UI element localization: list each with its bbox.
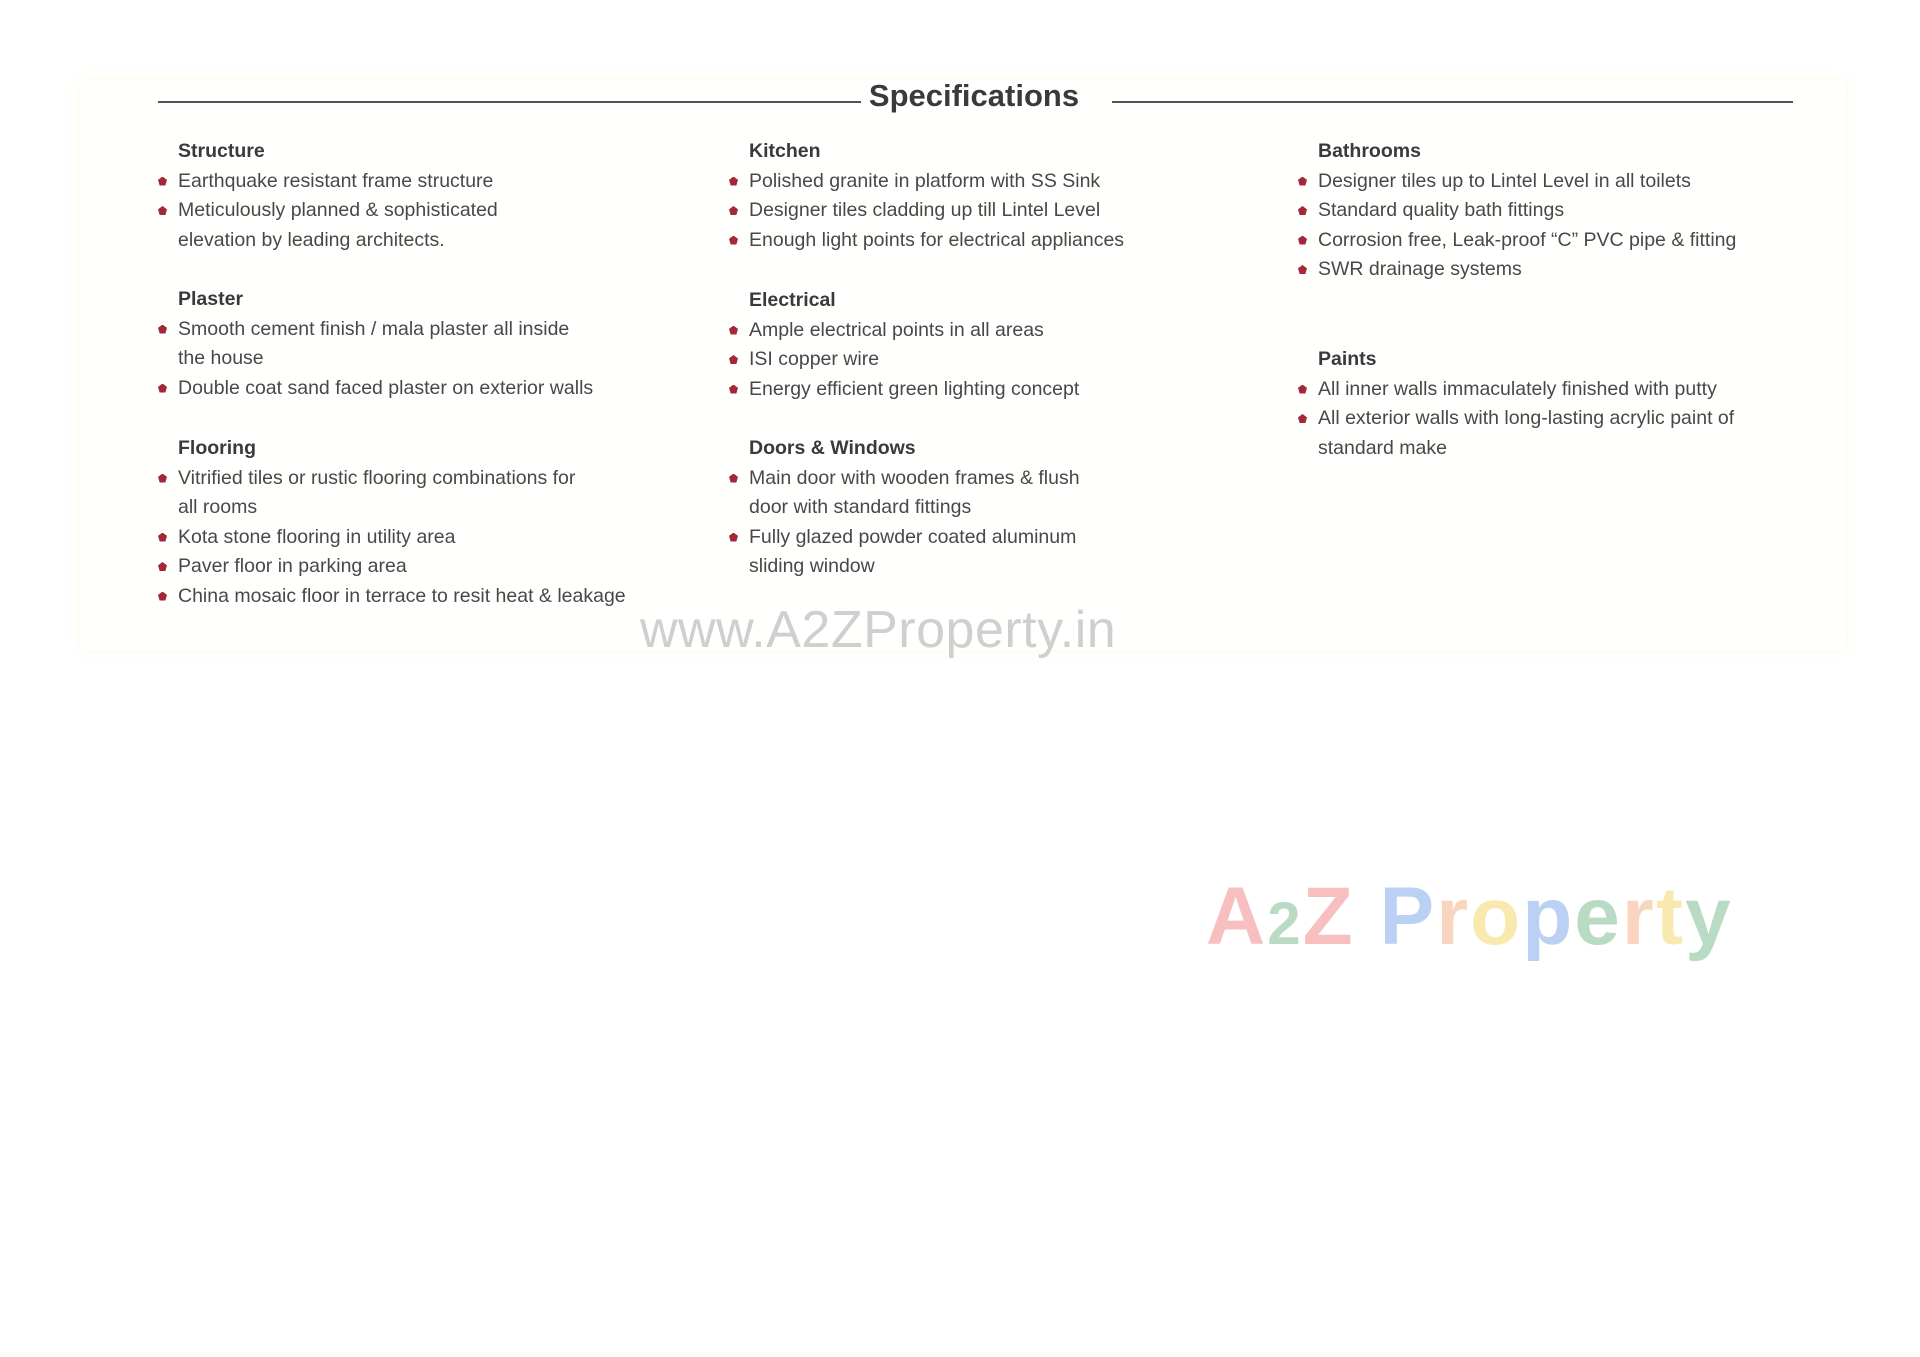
list-item-text: Double coat sand faced plaster on exterior walls [178, 376, 594, 399]
list-item-text: Corrosion free, Leak-proof “C” PVC pipe & fitting [1318, 228, 1737, 251]
list-item-text: Polished granite in platform with SS Sink [749, 169, 1101, 192]
list-item-text: Vitrified tiles or rustic flooring combinations for all rooms [178, 466, 576, 518]
list-item-text: Designer tiles up to Lintel Level in all toilets [1318, 169, 1691, 192]
section-heading: Kitchen [749, 140, 821, 162]
list-item [733, 226, 1293, 256]
list-item [1302, 226, 1862, 256]
list-item [733, 316, 1293, 346]
list-item-text: China mosaic floor in terrace to resit heat & leakage [178, 584, 626, 607]
logo-letter: o [1470, 871, 1523, 962]
list-item-text: Enough light points for electrical appliances [749, 228, 1125, 251]
list-item-text: Designer tiles cladding up till Lintel Level [749, 199, 1101, 221]
list-item [162, 196, 722, 255]
list-item-text: Energy efficient green lighting concept [749, 377, 1080, 400]
list-item [733, 375, 1293, 405]
section-heading: Bathrooms [1318, 140, 1421, 162]
section-heading: Flooring [178, 437, 256, 459]
spec-section-electrical [733, 286, 1293, 404]
logo-letter: y [1685, 871, 1733, 962]
list-item-text: Main door with wooden frames & flush door with standard fittings [749, 466, 1080, 518]
list-item [162, 523, 722, 553]
list-item-text: Smooth cement finish / mala plaster all inside the house [178, 317, 570, 369]
page-title: Specifications [868, 78, 1080, 113]
logo-letter: r [1436, 871, 1471, 962]
logo-letter: r [1621, 871, 1656, 962]
spec-section-flooring [162, 434, 722, 611]
list-item-text: Ample electrical points in all areas [749, 318, 1044, 341]
list-item [733, 196, 1293, 226]
list-item [1302, 196, 1862, 226]
list-item-text: Earthquake resistant frame structure [178, 169, 494, 192]
logo-letter: t [1655, 871, 1686, 962]
list-item-text: Fully glazed powder coated aluminum sliding window [749, 525, 1077, 577]
logo-letter: P [1379, 871, 1437, 962]
logo-letter: A [1206, 871, 1268, 962]
list-item-text: Paver floor in parking area [178, 555, 407, 577]
list-item-text: All inner walls immaculately finished with putty [1318, 377, 1717, 400]
logo-letter [1355, 870, 1380, 964]
list-item [162, 464, 722, 523]
list-item [1302, 404, 1862, 463]
spec-section-paints [1302, 345, 1862, 463]
list-item [1302, 375, 1862, 405]
list-item-text: Standard quality bath fittings [1318, 199, 1565, 221]
logo-letter: e [1574, 871, 1622, 962]
list-item [733, 167, 1293, 197]
list-item [733, 345, 1293, 375]
section-heading: Electrical [749, 289, 836, 311]
list-item [1302, 167, 1862, 197]
spec-section-structure [162, 137, 722, 255]
section-heading: Doors & Windows [749, 437, 916, 459]
list-item-text: Kota stone flooring in utility area [178, 525, 456, 548]
list-item [162, 167, 722, 197]
logo-letter: Z [1302, 871, 1355, 962]
section-heading: Structure [178, 140, 265, 162]
list-item [162, 315, 722, 374]
spec-section-kitchen [733, 137, 1293, 255]
list-item-text: SWR drainage systems [1318, 258, 1522, 280]
section-heading: Plaster [178, 288, 244, 310]
logo-letter: p [1522, 871, 1575, 962]
a2z-property-logo [1206, 870, 1733, 964]
list-item [733, 464, 1293, 523]
list-item [162, 374, 722, 404]
logo-letter: 2 [1267, 890, 1303, 957]
watermark-url: www.A2ZProperty.in [640, 601, 1117, 659]
list-item [162, 582, 722, 612]
list-item-text: All exterior walls with long-lasting acrylic paint of standard make [1318, 407, 1735, 459]
spec-section-plaster [162, 285, 722, 403]
spec-section-doors-windows [733, 434, 1293, 582]
section-heading: Paints [1318, 348, 1377, 370]
list-item [162, 552, 722, 582]
title-rule-left [158, 101, 861, 103]
spec-section-bathrooms [1302, 137, 1862, 285]
list-item [1302, 255, 1862, 285]
list-item-text: Meticulously planned & sophisticated elevation by leading architects. [178, 199, 498, 251]
list-item [733, 523, 1293, 582]
title-rule-right [1112, 101, 1793, 103]
list-item-text: ISI copper wire [749, 348, 880, 370]
